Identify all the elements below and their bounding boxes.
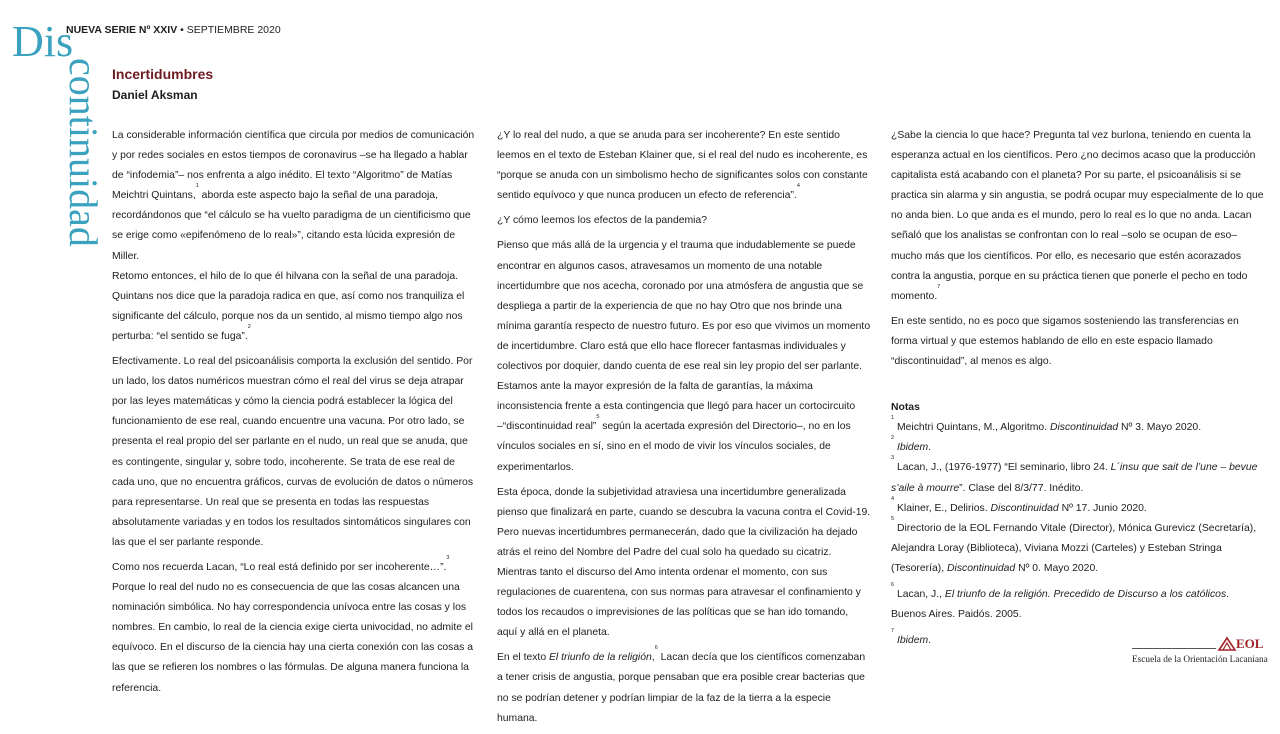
paragraph-text: Lacan decía que los científicos comenzaban a tener crisis de angustia, porque pensaban que era posible crear bacterias que no se podrían detener y podrían limpiar de la faz de la tierra a la especie humana. bbox=[497, 652, 866, 724]
footnote-ref: 2 bbox=[247, 323, 251, 330]
note-6 bbox=[891, 581, 1264, 625]
issue-header bbox=[66, 24, 281, 36]
issue-date: SEPTIEMBRE 2020 bbox=[186, 24, 281, 36]
paragraph-text: aborda este aspecto bajo la señal de una paradoja, recordándonos que “el cálculo se ha vuelto paradigma de un cientificismo que se erige como «epifenómeno de lo real»”, citando esta lúcida expresión de Miller. bbox=[112, 190, 471, 262]
footnote-ref: 1 bbox=[195, 183, 199, 190]
footnote-ref: 4 bbox=[796, 183, 800, 190]
note-text: Nº 17. Junio 2020. bbox=[1058, 502, 1147, 514]
eol-logo bbox=[1132, 636, 1268, 670]
eol-divider bbox=[1132, 648, 1216, 649]
text-column-3 bbox=[891, 126, 1264, 651]
note-5 bbox=[891, 515, 1264, 579]
paragraph-text: , bbox=[651, 652, 655, 664]
note-number: 3 bbox=[891, 455, 895, 462]
paragraph-text: Pienso que más allá de la urgencia y el trauma que indudablemente se puede encontrar en algunos casos, atravesamos un momento de una notable incertidumbre que nos acecha, coronado por una atmósfera de angustia que se despliega a partir de la experiencia de que no hay Otro que nos brinde una mínima garantía respecto de nuestro futuro. Es por eso que vivimos un momento de incertidumbre. Claro está que ello hace florecer fantasmas individuales y colectivos por doquier, dando cuenta de ese real sin ley propio del ser parlante. Estamos ante la mayor expresión de la falta de garantías, la máxima inconsistencia frente a esta contingencia que llegó para hacer un cortocircuito –“discontinuidad real” bbox=[497, 240, 871, 433]
header-separator: • bbox=[177, 24, 187, 36]
note-2 bbox=[891, 435, 1264, 458]
note-text: Lacan, J., (1976-1977) “El seminario, libro 24. bbox=[894, 462, 1111, 474]
paragraph: Efectivamente. Lo real del psicoanálisis comporta la exclusión del sentido. Por un lado, los datos numéricos muestran cómo el real del virus se deja atrapar por las leyes matemáticas y cómo la ciencia podrá establecer la lógica del funcionamiento de ese real, cuando encuentre una vacuna. Por otro lado, se presenta el real propio del ser parlante en el nudo, un real que se anuda, que es contingente, singular y, sobre todo, incoherente. Se trata de ese real de cada uno, que no encuentra gráficos, curvas de evolución de datos o números para representarse. Un real que se presenta en todas las respuestas absolutamente variadas y en todos los resultados sintomáticos singulares con las que el ser parlante responde. bbox=[112, 356, 474, 548]
notes-heading: Notas bbox=[891, 402, 920, 414]
note-italic: Ibidem bbox=[896, 635, 929, 647]
paragraph-text: La considerable información científica que circula por medios de comunicación y por redes sociales en estos tiempos de coronavirus –se ha llegado a hablar de “infodemia”– nos enfrenta a algo inédito. El texto “Algoritmo” de Matías Meichtri Quintans, bbox=[112, 130, 475, 202]
paragraph: Esta época, donde la subjetividad atraviesa una incertidumbre generalizada pienso que finalizará en parte, cuando se descubra la vacuna contra el Covid-19. Pero nuevas incertidumbres permanecerán, dado que la civilización ha dejado atrás el reino del Nombre del Padre del cual solo ha quedado su cicatriz. Mientras tanto el discurso del Amo intenta ordenar el momento, con sus regulaciones de cuarentena, con sus normas para atravesar el confinamiento y todos los recaudos o imprevisiones de las políticas que se han ido tomando, aquí y allá en el planeta. bbox=[497, 486, 871, 639]
note-text: Lacan, J., bbox=[894, 588, 945, 600]
paragraph bbox=[497, 126, 871, 206]
note-text: Nº 3. Mayo 2020. bbox=[1118, 422, 1202, 434]
article-author: Daniel Aksman bbox=[112, 88, 198, 102]
article-title: Incertidumbres bbox=[112, 66, 214, 82]
note-number: 2 bbox=[891, 435, 895, 442]
note-italic: Discontinuidad bbox=[1049, 422, 1119, 434]
paragraph-text: ¿Sabe la ciencia lo que hace? Pregunta tal vez burlona, teniendo en cuenta la esperanza actual en los científicos. Pero ¿no decimos acaso que la producción capitalista está acabando con el planeta? Por su parte, el psicoanálisis si se practica sin alarma y sin angustia, se podrá ocupar muy especialmente de lo que no anda bien. Lo que anda es el mundo, pero lo real es lo que no anda. Lacan señaló que los analistas se confrontan con lo real –solo se ocupan de eso– mucho más que los científicos. Por ello, es necesario que estén acorazados contra la angustia, porque en su práctica tienen que ponerle el pecho en todo momento. bbox=[891, 130, 1264, 302]
note-number: 1 bbox=[891, 415, 895, 422]
paragraph bbox=[112, 554, 478, 699]
footnote-ref: 3 bbox=[446, 554, 450, 561]
paragraph-text: ¿Y lo real del nudo, a que se anuda para ser incoherente? En este sentido leemos en el texto de Esteban Klainer que, si el real del nudo es incoherente, es “porque se anuda con un simbolismo hecho de significantes solos con constante sentido equívoco y que nunca producen un efecto de referencia”. bbox=[497, 130, 868, 202]
note-italic: Discontinuidad bbox=[990, 502, 1059, 514]
note-italic: Ibidem bbox=[896, 442, 929, 454]
note-number: 7 bbox=[891, 628, 895, 635]
paragraph bbox=[497, 645, 871, 728]
footnote-ref: 6 bbox=[654, 645, 658, 652]
paragraph bbox=[112, 126, 478, 347]
paragraph: En este sentido, no es poco que sigamos sosteniendo las transferencias en forma virtual y que estemos hablando de ello en este espacio llamado “discontinuidad”, al menos es algo. bbox=[891, 315, 1239, 368]
note-text: . bbox=[928, 442, 932, 454]
footnote-ref: 7 bbox=[937, 283, 941, 290]
paragraph-text: Como nos recuerda Lacan, “Lo real está definido por ser incoherente…”. bbox=[112, 561, 447, 573]
footnote-ref: 5 bbox=[596, 414, 600, 421]
paragraph-text: según la acertada expresión del Directorio–, no en los vínculos sociales en sí, sino en el modo de vivir los vínculos sociales, de experimentarlos. bbox=[497, 421, 851, 473]
note-italic: El triunfo de la religión. Precedido de Discurso a los católicos bbox=[944, 588, 1227, 600]
note-4 bbox=[891, 495, 1264, 519]
note-text: Directorio de la EOL Fernando Vitale (Director), Mónica Gurevicz (Secretaría), Alejandra Loray (Biblioteca), Viviana Mozzi (Carteles) y Esteban Stringa (Tesorería), bbox=[891, 522, 1257, 574]
paragraph-text: Porque lo real del nudo no es consecuencia de que las cosas alcancen una nominación simbólica. No hay correspondencia unívoca entre las cosas y los nombres. En cambio, lo real de la ciencia exige cierta univocidad, no admite el equívoco. En el discurso de la ciencia hay una cierta conexión con las cosas a las que se refieren los nombres o las fórmulas. De alguna manera funciona la referencia. bbox=[112, 582, 473, 694]
book-title: El triunfo de la religión bbox=[548, 652, 652, 664]
eol-emblem-icon bbox=[1218, 637, 1236, 651]
text-column-1 bbox=[112, 126, 478, 704]
series-label: NUEVA SERIE Nº XXIV bbox=[66, 24, 178, 36]
note-text: . Buenos Aires. Paidós. 2005. bbox=[891, 588, 1230, 621]
note-number: 6 bbox=[891, 581, 895, 588]
logo-dis-text: Dis bbox=[12, 17, 74, 66]
note-text: . bbox=[928, 635, 932, 647]
text-column-2 bbox=[497, 126, 871, 734]
eol-school-name: Escuela de la Orientación Lacaniana bbox=[1132, 655, 1268, 665]
note-text: ”. Clase del 8/3/77. Inédito. bbox=[959, 482, 1084, 494]
note-text: Nº 0. Mayo 2020. bbox=[1015, 562, 1099, 574]
note-text: Klainer, E., Delirios. bbox=[894, 502, 991, 514]
paragraph bbox=[497, 236, 871, 477]
note-number: 5 bbox=[891, 515, 895, 522]
note-italic: L´insu que sait de l’une – bevue s’aile à mourre bbox=[891, 462, 1258, 494]
note-3 bbox=[891, 455, 1264, 498]
paragraph-text: En el texto bbox=[497, 652, 549, 664]
note-number: 4 bbox=[891, 495, 895, 502]
paragraph bbox=[891, 126, 1264, 307]
logo-continuidad-text: continuidad bbox=[61, 58, 106, 247]
discontinuidad-logo bbox=[12, 12, 106, 247]
note-italic: Discontinuidad bbox=[947, 562, 1016, 574]
logo-svg bbox=[12, 12, 106, 247]
paragraph: ¿Y cómo leemos los efectos de la pandemia? bbox=[497, 215, 708, 227]
eol-acronym: EOL bbox=[1236, 636, 1264, 651]
note-text: Meichtri Quintans, M., Algoritmo. bbox=[894, 422, 1050, 434]
note-1 bbox=[891, 415, 1264, 438]
paragraph-text: Retomo entonces, el hilo de lo que él hilvana con la señal de una paradoja. Quintans nos dice que la paradoja radica en que, así como nos tranquiliza el significante del cálculo, porque nos da un sentido, al mismo tiempo algo nos perturba: “el sentido se fuga”. bbox=[112, 270, 465, 342]
